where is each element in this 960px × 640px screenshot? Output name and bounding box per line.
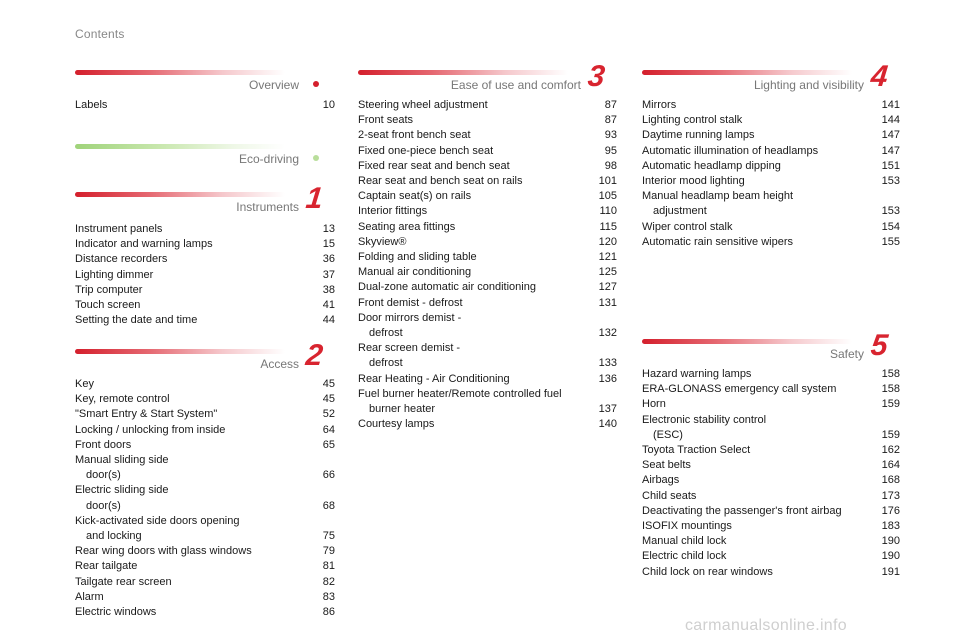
entry-page-number: 153 <box>881 205 900 218</box>
section-safety <box>642 329 900 580</box>
entry-title: ISOFIX mountings <box>642 520 732 533</box>
section-bar <box>642 70 852 75</box>
watermark: carmanualsonline.info <box>685 617 847 634</box>
section-number: 1 <box>304 182 325 215</box>
entry-title-continued: defrost <box>369 327 403 340</box>
toc-entry[interactable] <box>642 458 900 473</box>
entry-page-number: 127 <box>598 281 617 294</box>
entry-page-number: 52 <box>322 408 335 421</box>
entry-title: Daytime running lamps <box>642 129 755 142</box>
toc-entry[interactable] <box>75 590 335 605</box>
toc-entry[interactable] <box>75 559 335 574</box>
entry-page-number: 45 <box>322 393 335 406</box>
section-bar <box>75 70 285 75</box>
entry-title: Indicator and warning lamps <box>75 238 213 251</box>
section-number: 3 <box>586 60 607 93</box>
entry-page-number: 147 <box>881 129 900 142</box>
entry-page-number: 95 <box>604 144 617 157</box>
entry-page-number: 75 <box>322 530 335 543</box>
section-number: 4 <box>869 60 890 93</box>
toc-entry[interactable] <box>75 438 335 453</box>
toc-entry[interactable] <box>358 311 617 341</box>
entry-title: Manual sliding side <box>75 454 169 467</box>
entry-page-number: 190 <box>881 535 900 548</box>
toc-entry[interactable] <box>358 250 617 265</box>
section-title[interactable]: Lighting and visibility <box>753 78 864 92</box>
entry-title: Automatic headlamp dipping <box>642 159 781 172</box>
section-header <box>75 339 335 377</box>
entry-page-number: 120 <box>598 235 617 248</box>
section-title[interactable]: Ease of use and comfort <box>450 78 581 92</box>
entry-title: Steering wheel adjustment <box>358 99 488 111</box>
toc-entry[interactable] <box>642 489 900 504</box>
entry-title: Setting the date and time <box>75 314 198 327</box>
entry-title: Child lock on rear windows <box>642 565 773 578</box>
entry-title: Tailgate rear screen <box>75 575 172 588</box>
toc-entry[interactable] <box>358 235 617 250</box>
toc-entry[interactable] <box>642 504 900 519</box>
entry-page-number: 159 <box>881 398 900 411</box>
section-title[interactable]: Overview <box>248 78 299 92</box>
entry-page-number: 144 <box>881 114 900 127</box>
entry-page-number: 158 <box>881 383 900 396</box>
entry-page-number: 121 <box>598 251 617 264</box>
entry-title: Interior mood lighting <box>642 175 745 188</box>
toc-entry[interactable] <box>642 549 900 564</box>
entry-title-continued: adjustment <box>653 205 707 218</box>
section-bar <box>75 192 285 197</box>
entry-list <box>75 377 335 620</box>
entry-title: Rear wing doors with glass windows <box>75 545 252 558</box>
entry-page-number: 183 <box>881 520 900 533</box>
entry-title: Horn <box>642 398 666 411</box>
entry-title: Electric child lock <box>642 550 727 563</box>
toc-entry[interactable] <box>75 98 335 113</box>
toc-entry[interactable] <box>75 514 335 544</box>
entry-page-number: 154 <box>881 220 900 233</box>
entry-title-continued: defrost <box>369 357 403 370</box>
entry-page-number: 131 <box>598 296 617 309</box>
section-marker-icon <box>313 81 319 87</box>
section-header <box>642 329 900 367</box>
entry-page-number: 98 <box>604 159 617 172</box>
entry-title: Front doors <box>75 438 132 451</box>
toc-entry[interactable] <box>358 296 617 311</box>
toc-entry[interactable] <box>642 534 900 549</box>
entry-page-number: 41 <box>322 299 335 312</box>
entry-page-number: 82 <box>322 575 335 588</box>
toc-entry[interactable] <box>75 483 335 513</box>
section-eco-driving <box>75 142 335 172</box>
entry-page-number: 176 <box>881 504 900 517</box>
entry-title: Fuel burner heater/Remote controlled fuel <box>358 387 562 400</box>
entry-page-number: 147 <box>881 144 900 157</box>
entry-page-number: 136 <box>598 372 617 385</box>
entry-title: Door mirrors demist - <box>358 311 462 324</box>
entry-title: Key <box>75 378 94 390</box>
toc-entry[interactable] <box>642 98 900 113</box>
entry-title: Interior fittings <box>358 205 428 218</box>
page-header: Contents <box>75 27 125 41</box>
toc-entry[interactable] <box>642 189 900 219</box>
toc-entry[interactable] <box>642 413 900 443</box>
entry-title: Automatic illumination of headlamps <box>642 144 819 157</box>
toc-entry[interactable] <box>642 128 900 143</box>
entry-list <box>642 98 900 250</box>
toc-entry[interactable] <box>358 189 617 204</box>
section-ease-of-use <box>358 60 617 432</box>
entry-title: Mirrors <box>642 99 677 111</box>
entry-page-number: 125 <box>598 266 617 279</box>
entry-page-number: 15 <box>322 238 335 251</box>
entry-page-number: 190 <box>881 550 900 563</box>
entry-page-number: 87 <box>604 114 617 127</box>
entry-title: "Smart Entry & Start System" <box>75 408 218 421</box>
entry-title-continued: door(s) <box>86 499 121 512</box>
entry-title: Locking / unlocking from inside <box>75 423 226 436</box>
entry-page-number: 79 <box>322 545 335 558</box>
toc-entry[interactable] <box>75 222 335 237</box>
section-overview <box>75 68 335 113</box>
entry-title: Electric sliding side <box>75 484 169 497</box>
entry-title: Alarm <box>75 590 104 603</box>
toc-entry[interactable] <box>75 237 335 252</box>
section-instruments <box>75 182 335 328</box>
section-title[interactable]: Instruments <box>236 200 299 214</box>
entry-title: Manual child lock <box>642 535 727 548</box>
toc-entry[interactable] <box>642 367 900 382</box>
entry-page-number: 164 <box>881 459 900 472</box>
toc-entry[interactable] <box>75 575 335 590</box>
entry-title: Fixed rear seat and bench seat <box>358 159 510 172</box>
entry-title: Kick-activated side doors opening <box>75 514 240 527</box>
section-bar <box>358 70 568 75</box>
toc-entry[interactable] <box>358 159 617 174</box>
entry-title: Rear seat and bench seat on rails <box>358 175 523 188</box>
entry-page-number: 153 <box>881 175 900 188</box>
entry-title: Front demist - defrost <box>358 296 463 309</box>
toc-entry[interactable] <box>642 159 900 174</box>
toc-entry[interactable] <box>642 113 900 128</box>
entry-title-continued: (ESC) <box>653 428 683 441</box>
section-header <box>75 142 335 172</box>
entry-list <box>642 367 900 580</box>
toc-entry[interactable] <box>75 313 335 328</box>
toc-entry[interactable] <box>358 144 617 159</box>
section-number: 2 <box>304 339 325 372</box>
section-lighting <box>642 60 900 250</box>
toc-entry[interactable] <box>642 220 900 235</box>
toc-entry[interactable] <box>358 341 617 371</box>
entry-title: Deactivating the passenger's front airbag <box>642 504 842 517</box>
section-bar <box>75 349 285 354</box>
entry-page-number: 155 <box>881 235 900 248</box>
toc-entry[interactable] <box>642 443 900 458</box>
entry-page-number: 151 <box>881 159 900 172</box>
entry-page-number: 13 <box>322 223 335 235</box>
toc-entry[interactable] <box>358 387 617 417</box>
entry-page-number: 137 <box>598 403 617 416</box>
toc-entry[interactable] <box>358 265 617 280</box>
entry-page-number: 110 <box>599 205 617 218</box>
entry-title: Trip computer <box>75 283 143 296</box>
toc-entry[interactable] <box>358 128 617 143</box>
entry-page-number: 140 <box>598 418 617 431</box>
entry-page-number: 38 <box>322 283 335 296</box>
entry-title: Courtesy lamps <box>358 418 435 431</box>
section-title[interactable]: Eco-driving <box>238 152 299 166</box>
toc-entry[interactable] <box>642 144 900 159</box>
entry-page-number: 65 <box>322 438 335 451</box>
entry-page-number: 115 <box>599 220 617 233</box>
section-title[interactable]: Access <box>260 357 299 371</box>
entry-list <box>75 98 335 113</box>
section-number: 5 <box>869 329 890 362</box>
entry-title: Labels <box>75 99 108 111</box>
toc-entry[interactable] <box>75 268 335 283</box>
entry-title: Manual headlamp beam height <box>642 190 794 203</box>
entry-title: Lighting dimmer <box>75 268 154 281</box>
toc-entry[interactable] <box>358 280 617 295</box>
entry-title: Electronic stability control <box>642 413 767 426</box>
entry-title: Rear Heating - Air Conditioning <box>358 372 510 385</box>
section-header <box>642 60 900 98</box>
section-header <box>75 68 335 98</box>
entry-page-number: 101 <box>598 175 617 188</box>
toc-entry[interactable] <box>642 565 900 580</box>
entry-page-number: 86 <box>322 606 335 619</box>
entry-title: Lighting control stalk <box>642 114 743 127</box>
toc-entry[interactable] <box>642 519 900 534</box>
entry-title: Key, remote control <box>75 393 170 406</box>
entry-title: Child seats <box>642 489 697 502</box>
entry-title: Wiper control stalk <box>642 220 733 233</box>
leaf-icon <box>313 155 319 161</box>
toc-entry[interactable] <box>75 392 335 407</box>
entry-title: Hazard warning lamps <box>642 368 752 380</box>
section-title[interactable]: Safety <box>829 347 864 361</box>
entry-page-number: 66 <box>322 469 335 482</box>
toc-entry[interactable] <box>358 98 617 113</box>
toc-entry[interactable] <box>642 397 900 412</box>
entry-page-number: 10 <box>322 99 335 111</box>
toc-entry[interactable] <box>75 453 335 483</box>
entry-page-number: 159 <box>881 428 900 441</box>
entry-page-number: 93 <box>604 129 617 142</box>
entry-title: Electric windows <box>75 606 157 619</box>
entry-title: Dual-zone automatic air conditioning <box>358 281 536 294</box>
section-bar <box>75 144 285 149</box>
entry-title: Airbags <box>642 474 680 487</box>
toc-entry[interactable] <box>75 283 335 298</box>
section-header <box>358 60 617 98</box>
entry-page-number: 87 <box>604 99 617 111</box>
toc-entry[interactable] <box>358 372 617 387</box>
entry-page-number: 64 <box>322 423 335 436</box>
entry-title: Seat belts <box>642 459 691 472</box>
entry-title: Fixed one-piece bench seat <box>358 144 494 157</box>
toc-entry[interactable] <box>75 377 335 392</box>
entry-page-number: 132 <box>598 327 617 340</box>
entry-title: ERA-GLONASS emergency call system <box>642 383 837 396</box>
entry-list <box>75 222 335 328</box>
entry-title: Instrument panels <box>75 223 163 235</box>
entry-page-number: 81 <box>322 560 335 573</box>
entry-page-number: 173 <box>881 489 900 502</box>
entry-title-continued: and locking <box>86 530 142 543</box>
entry-title: Rear tailgate <box>75 560 138 573</box>
entry-list <box>358 98 617 432</box>
toc-entry[interactable] <box>642 235 900 250</box>
toc-entry[interactable] <box>358 204 617 219</box>
toc-entry[interactable] <box>358 220 617 235</box>
entry-page-number: 133 <box>598 357 617 370</box>
entry-title: Skyview® <box>358 235 407 248</box>
entry-page-number: 36 <box>322 253 335 266</box>
entry-title: 2-seat front bench seat <box>358 129 471 142</box>
entry-page-number: 105 <box>598 190 617 203</box>
entry-title: Captain seat(s) on rails <box>358 190 472 203</box>
entry-page-number: 83 <box>322 590 335 603</box>
entry-title-continued: burner heater <box>369 403 436 416</box>
toc-entry[interactable] <box>75 423 335 438</box>
entry-title: Front seats <box>358 114 414 127</box>
entry-title-continued: door(s) <box>86 469 121 482</box>
entry-page-number: 158 <box>881 368 900 380</box>
toc-entry[interactable] <box>75 544 335 559</box>
entry-page-number: 45 <box>322 378 335 390</box>
entry-title: Seating area fittings <box>358 220 456 233</box>
entry-title: Folding and sliding table <box>358 251 477 264</box>
entry-title: Toyota Traction Select <box>642 444 751 457</box>
toc-entry[interactable] <box>642 473 900 488</box>
entry-page-number: 37 <box>322 268 335 281</box>
entry-title: Distance recorders <box>75 253 168 266</box>
entry-page-number: 162 <box>881 444 900 457</box>
section-header <box>75 182 335 220</box>
toc-entry[interactable] <box>358 174 617 189</box>
toc-entry[interactable] <box>358 113 617 128</box>
entry-title: Manual air conditioning <box>358 266 472 279</box>
entry-page-number: 44 <box>322 314 335 327</box>
toc-entry[interactable] <box>75 298 335 313</box>
entry-page-number: 191 <box>881 565 900 578</box>
entry-page-number: 68 <box>322 499 335 512</box>
entry-page-number: 168 <box>881 474 900 487</box>
entry-title: Rear screen demist - <box>358 342 461 355</box>
toc-entry[interactable] <box>642 382 900 397</box>
section-bar <box>642 339 852 344</box>
entry-page-number: 141 <box>881 99 900 111</box>
toc-entry[interactable] <box>358 417 617 432</box>
toc-entry[interactable] <box>642 174 900 189</box>
toc-entry[interactable] <box>75 252 335 267</box>
entry-title: Touch screen <box>75 299 141 312</box>
toc-entry[interactable] <box>75 605 335 620</box>
entry-title: Automatic rain sensitive wipers <box>642 235 794 248</box>
section-access <box>75 339 335 620</box>
toc-entry[interactable] <box>75 407 335 422</box>
